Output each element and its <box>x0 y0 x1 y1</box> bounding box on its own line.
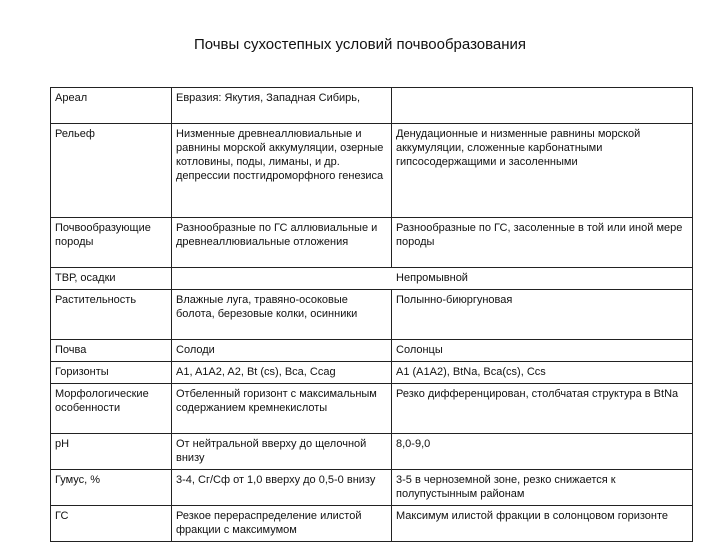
cell-solodi: A1, A1A2, A2, Bt (cs), Bca, Ccag <box>172 362 392 384</box>
row-label: Почвообразующие породы <box>51 218 172 268</box>
row-label: Почва <box>51 340 172 362</box>
cell-solontsy: Резко дифференцирован, столбчатая структура в BtNa <box>392 384 693 434</box>
cell-solodi: Солоди <box>172 340 392 362</box>
table-row-gs <box>51 506 693 542</box>
cell-solontsy: Денудационные и низменные равнины морской аккумуляции, сложенные карбонатными гипсосодержащими и засоленными <box>392 124 693 218</box>
table-row-parent-rocks <box>51 218 693 268</box>
row-label: Растительность <box>51 290 172 340</box>
cell-solodi: Евразия: Якутия, Западная Сибирь, <box>172 88 392 124</box>
row-label: Горизонты <box>51 362 172 384</box>
cell-solodi: Влажные луга, травяно-осоковые болота, березовые колки, осинники <box>172 290 392 340</box>
row-label: Гумус, % <box>51 470 172 506</box>
cell-solodi: От нейтральной вверху до щелочной внизу <box>172 434 392 470</box>
cell-solodi: Резкое перераспределение илистой фракции с максимумом <box>172 506 392 542</box>
cell-solontsy: Полынно-биюргуновая <box>392 290 693 340</box>
table-row-horizons <box>51 362 693 384</box>
row-label: ТВР, осадки <box>51 268 172 290</box>
cell-solontsy: Максимум илистой фракции в солонцовом горизонте <box>392 506 693 542</box>
cell-solontsy <box>392 88 693 124</box>
row-label: Морфологические особенности <box>51 384 172 434</box>
cell-solontsy: 8,0-9,0 <box>392 434 693 470</box>
row-label: ГС <box>51 506 172 542</box>
table-row-water-regime <box>51 268 693 290</box>
soil-comparison-table <box>50 87 693 542</box>
row-label: Рельеф <box>51 124 172 218</box>
cell-solodi: Низменные древнеаллювиальные и равнины морской аккумуляции, озерные котловины, поды, лиманы, и др. депрессии постгидроморфного генезиса <box>172 124 392 218</box>
cell-solontsy: A1 (A1A2), BtNa, Bca(cs), Ccs <box>392 362 693 384</box>
page-title: Почвы сухостепных условий почвообразования <box>193 36 527 53</box>
cell-solodi: Отбеленный горизонт с максимальным содержанием кремнекислоты <box>172 384 392 434</box>
cell-solodi: 3-4, Сг/Сф от 1,0 вверху до 0,5-0 внизу <box>172 470 392 506</box>
cell-solontsy: 3-5 в черноземной зоне, резко снижается к полупустынным районам <box>392 470 693 506</box>
cell-solontsy: Разнообразные по ГС, засоленные в той или иной мере породы <box>392 218 693 268</box>
table-row-humus <box>51 470 693 506</box>
row-label: pH <box>51 434 172 470</box>
table-row-areal <box>51 88 693 124</box>
table-row-vegetation <box>51 290 693 340</box>
table-row-soil <box>51 340 693 362</box>
row-label: Ареал <box>51 88 172 124</box>
cell-solontsy: Солонцы <box>392 340 693 362</box>
cell-solodi: Разнообразные по ГС аллювиальные и древнеаллювиальные отложения <box>172 218 392 268</box>
table-row-ph <box>51 434 693 470</box>
cell-merged: Непромывной <box>172 268 693 290</box>
table-row-relief <box>51 124 693 218</box>
table-row-morphology <box>51 384 693 434</box>
